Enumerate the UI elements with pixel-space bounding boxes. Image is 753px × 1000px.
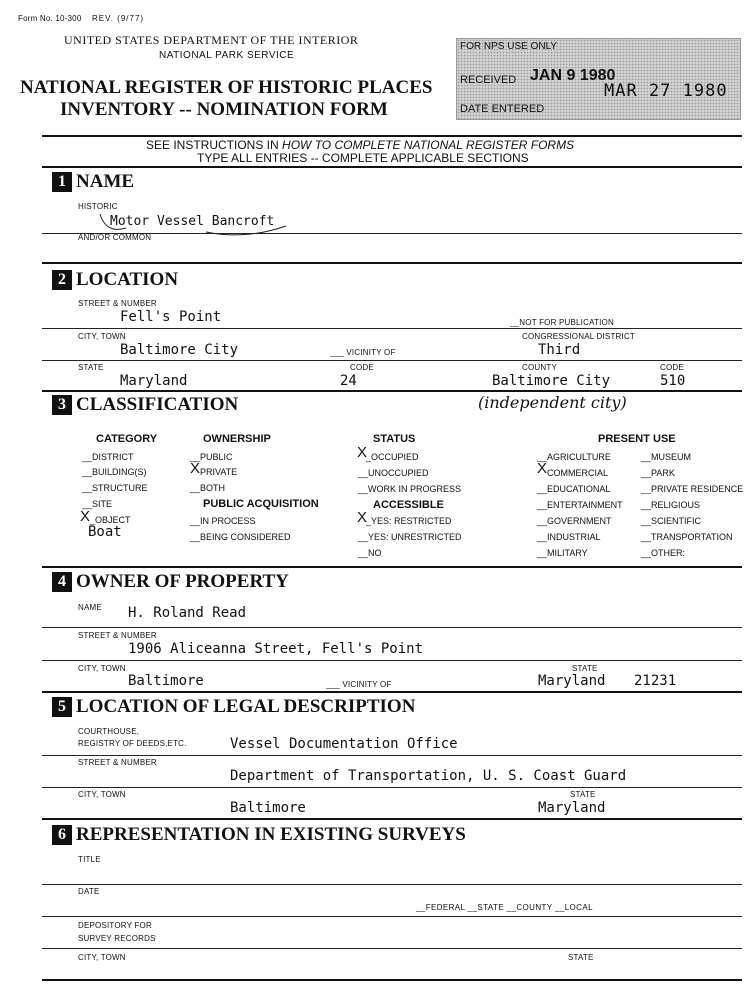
section-number-6: 6 (52, 825, 72, 845)
use-park: __PARK (641, 468, 675, 478)
use-industrial: __INDUSTRIAL (537, 532, 601, 542)
use-other: __OTHER: (641, 548, 686, 558)
owner-name-rule (42, 627, 742, 628)
received-stamp-2: MAR 27 1980 (604, 81, 728, 101)
status-heading: STATUS (373, 433, 416, 445)
section3-bottom-rule (42, 566, 742, 568)
instructions-rule (42, 166, 742, 168)
county-label: COUNTY (522, 363, 557, 372)
vicinity-label: ___ VICINITY OF (330, 348, 396, 357)
public-acquisition-heading: PUBLIC ACQUISITION (203, 498, 319, 510)
public-acq-in-process: __IN PROCESS (190, 516, 256, 526)
city-value: Baltimore City (120, 342, 239, 358)
owner-state-value: Maryland (538, 673, 606, 689)
section-title-legal-description: LOCATION OF LEGAL DESCRIPTION (76, 696, 416, 717)
object-note: Boat (88, 524, 122, 540)
object-check-mark: X (80, 508, 91, 525)
legal-state-label: STATE (570, 790, 596, 799)
section-number-5: 5 (52, 697, 72, 717)
instructions-line2: TYPE ALL ENTRIES -- COMPLETE APPLICABLE SECTIONS (197, 151, 529, 165)
instructions-line1 (146, 138, 574, 152)
category-object: _OBJECT (90, 515, 131, 525)
owner-zip-value: 21231 (634, 673, 677, 689)
use-transportation: __TRANSPORTATION (641, 532, 733, 542)
instructions-prefix: SEE INSTRUCTIONS IN (146, 138, 279, 152)
congressional-value: Third (538, 342, 581, 358)
handwritten-note: (independent city) (478, 393, 627, 412)
category-buildings: __BUILDING(S) (82, 467, 147, 477)
section-title-classification: CLASSIFICATION (76, 394, 239, 415)
not-for-publication: __NOT FOR PUBLICATION (510, 318, 614, 327)
survey-city-label: CITY, TOWN (78, 953, 126, 962)
historic-label: HISTORIC (78, 202, 118, 211)
restricted-check-mark: X (357, 509, 368, 526)
owner-city-label: CITY, TOWN (78, 664, 126, 673)
ownership-heading: OWNERSHIP (203, 433, 271, 445)
section-number-3: 3 (52, 395, 72, 415)
use-agriculture: __AGRICULTURE (537, 452, 611, 462)
survey-date-label: DATE (78, 887, 100, 896)
category-heading: CATEGORY (96, 433, 158, 445)
form-number: Form No. 10-300 (18, 14, 82, 23)
courthouse-rule (42, 755, 742, 756)
section-number-2: 2 (52, 270, 72, 290)
ownership-public: __PUBLIC (190, 452, 233, 462)
form-title-line1: NATIONAL REGISTER OF HISTORIC PLACES (20, 77, 433, 98)
street-value: Fell's Point (120, 309, 222, 325)
public-acq-being-considered: __BEING CONSIDERED (190, 532, 291, 542)
category-structure: __STRUCTURE (82, 483, 148, 493)
depository-rule (42, 948, 742, 949)
use-commercial: COMMERCIAL (547, 468, 609, 478)
category-district: __DISTRICT (82, 452, 134, 462)
legal-street-value: Department of Transportation, U. S. Coast Guard (230, 768, 627, 784)
county-code-label: CODE (660, 363, 684, 372)
street-label: STREET & NUMBER (78, 299, 157, 308)
accessible-yes-restricted: _YES: RESTRICTED (366, 516, 452, 526)
legal-street-rule (42, 787, 742, 788)
section-number-1: 1 (52, 172, 72, 192)
category-site: __SITE (82, 499, 113, 509)
survey-title-label: TITLE (78, 855, 101, 864)
nps-use-label: FOR NPS USE ONLY (460, 41, 558, 52)
legal-state-value: Maryland (538, 800, 606, 816)
section1-bottom-rule (42, 262, 742, 264)
common-label: AND/OR COMMON (78, 233, 152, 242)
section-title-name: NAME (76, 171, 135, 192)
present-use-heading: PRESENT USE (598, 433, 676, 445)
status-work-in-progress: __WORK IN PROGRESS (358, 484, 462, 494)
street-rule (42, 328, 742, 329)
occupied-check-mark: X (357, 444, 368, 461)
form-revision: REV. (9/77) (92, 14, 145, 23)
survey-date-rule (42, 916, 742, 917)
registry-label: REGISTRY OF DEEDS,ETC. (78, 739, 187, 748)
survey-state-label: STATE (568, 953, 594, 962)
survey-levels: __FEDERAL __STATE __COUNTY __LOCAL (416, 903, 593, 912)
congressional-label: CONGRESSIONAL DISTRICT (522, 332, 636, 341)
header-rule (42, 135, 742, 137)
owner-state-label: STATE (572, 664, 598, 673)
use-private-residence: __PRIVATE RESIDENCE (641, 484, 744, 494)
received-stamp-1: JAN 9 1980 (530, 67, 616, 84)
accessible-no: __NO (358, 548, 382, 558)
section-title-owner: OWNER OF PROPERTY (76, 571, 289, 592)
use-museum: __MUSEUM (641, 452, 692, 462)
county-value: Baltimore City (492, 373, 611, 389)
owner-name-value: H. Roland Read (128, 605, 247, 621)
agency-name: NATIONAL PARK SERVICE (159, 50, 295, 61)
owner-city-value: Baltimore (128, 673, 204, 689)
section5-bottom-rule (42, 818, 742, 820)
ownership-private: PRIVATE (200, 467, 238, 477)
legal-city-label: CITY, TOWN (78, 790, 126, 799)
use-scientific: __SCIENTIFIC (641, 516, 702, 526)
code-label: CODE (350, 363, 374, 372)
legal-city-value: Baltimore (230, 800, 306, 816)
use-military: __MILITARY (537, 548, 588, 558)
owner-street-label: STREET & NUMBER (78, 631, 157, 640)
use-religious: __RELIGIOUS (641, 500, 701, 510)
historic-value: Motor Vessel Bancroft (110, 214, 275, 229)
courthouse-value: Vessel Documentation Office (230, 736, 458, 752)
private-check-mark: X (190, 460, 201, 477)
city-rule (42, 360, 742, 361)
owner-name-label: NAME (78, 603, 102, 612)
date-entered-label: DATE ENTERED (460, 103, 545, 115)
accessible-heading: ACCESSIBLE (373, 499, 444, 511)
owner-street-rule (42, 660, 742, 661)
commercial-check-mark: X (537, 460, 548, 477)
use-government: __GOVERNMENT (537, 516, 612, 526)
instructions-italic: HOW TO COMPLETE NATIONAL REGISTER FORMS (282, 138, 575, 152)
received-label: RECEIVED (460, 74, 517, 86)
depository-label-2: SURVEY RECORDS (78, 934, 156, 943)
courthouse-label: COURTHOUSE, (78, 727, 140, 736)
survey-title-rule (42, 884, 742, 885)
state-value: Maryland (120, 373, 188, 389)
section-number-4: 4 (52, 572, 72, 592)
status-unoccupied: __UNOCCUPIED (358, 468, 429, 478)
depository-label-1: DEPOSITORY FOR (78, 921, 152, 930)
section-title-location: LOCATION (76, 269, 179, 290)
section4-bottom-rule (42, 691, 742, 693)
county-code-value: 510 (660, 373, 686, 389)
form-title-line2: INVENTORY -- NOMINATION FORM (60, 99, 388, 120)
state-label: STATE (78, 363, 104, 372)
owner-vicinity-label: ___ VICINITY OF (326, 680, 392, 689)
section2-bottom-rule (42, 390, 742, 392)
section6-bottom-rule (42, 979, 742, 981)
accessible-yes-unrestricted: __YES: UNRESTRICTED (358, 532, 462, 542)
state-code-value: 24 (340, 373, 357, 389)
use-educational: __EDUCATIONAL (537, 484, 611, 494)
use-entertainment: __ENTERTAINMENT (537, 500, 623, 510)
section-title-surveys: REPRESENTATION IN EXISTING SURVEYS (76, 824, 466, 845)
legal-street-label: STREET & NUMBER (78, 758, 157, 767)
ownership-both: __BOTH (190, 483, 226, 493)
department-name: UNITED STATES DEPARTMENT OF THE INTERIOR (64, 33, 359, 47)
status-occupied: _OCCUPIED (366, 452, 419, 462)
owner-street-value: 1906 Aliceanna Street, Fell's Point (128, 641, 424, 657)
city-label: CITY, TOWN (78, 332, 126, 341)
